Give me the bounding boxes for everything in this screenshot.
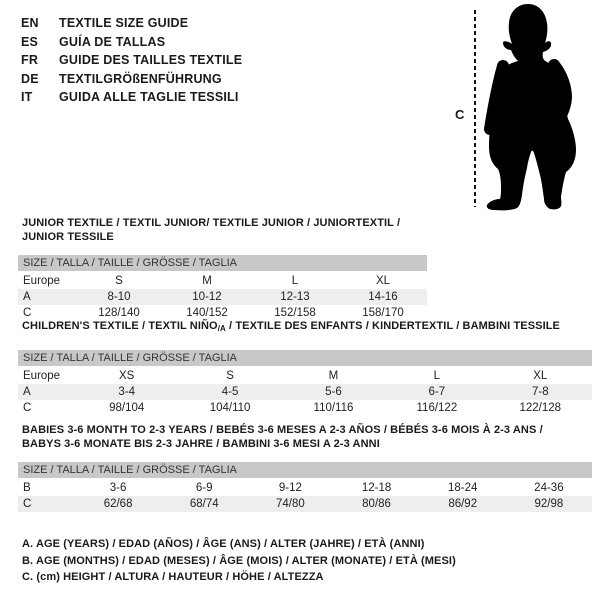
table-row xyxy=(18,368,592,384)
language-row-de xyxy=(21,70,242,89)
value-cell: M xyxy=(328,370,339,382)
value-cell: 98/104 xyxy=(109,402,145,414)
value-cell: 104/110 xyxy=(209,402,251,414)
children-size-table xyxy=(18,368,592,416)
row-label-cell: Europe xyxy=(23,370,61,382)
language-title: TEXTILE SIZE GUIDE xyxy=(59,16,189,30)
language-title: GUIDE DES TAILLES TEXTILE xyxy=(59,53,243,67)
value-cell: 12-13 xyxy=(280,291,310,303)
value-cell: XS xyxy=(119,370,135,382)
table-row xyxy=(18,496,592,512)
value-cell: 10-12 xyxy=(192,291,222,303)
value-cell: M xyxy=(202,275,212,287)
height-dashed-line xyxy=(474,10,476,207)
section-children-textile xyxy=(18,319,592,416)
value-cell: 6-9 xyxy=(195,482,213,494)
value-cell: 5-6 xyxy=(325,386,342,398)
footnotes xyxy=(22,536,456,586)
value-cell: 6-7 xyxy=(428,386,446,398)
value-cell: XL xyxy=(375,275,391,287)
table-row xyxy=(18,289,427,305)
value-cell: 110/116 xyxy=(313,402,354,414)
height-c-label: C xyxy=(455,107,465,122)
value-cell: 74/80 xyxy=(276,498,305,510)
section-title xyxy=(22,319,592,336)
language-row-es xyxy=(21,33,242,52)
babies-size-table xyxy=(18,480,592,512)
junior-size-table xyxy=(18,273,427,321)
value-cell: S xyxy=(115,275,123,287)
value-cell: 68/74 xyxy=(189,498,219,510)
value-cell: S xyxy=(226,370,234,382)
title-text: CHILDREN'S TEXTILE / TEXTIL NIÑO xyxy=(22,320,218,332)
title-line-1: BABIES 3-6 MONTH TO 2-3 YEARS / BEBÉS 3-6 MESES A 2-3 AÑOS / BÉBÉS 3-6 MOIS À 2-3 ANS / xyxy=(22,424,543,436)
language-row-fr xyxy=(21,51,242,70)
value-cell: 140/152 xyxy=(186,307,228,319)
language-title: GUIDA ALLE TAGLIE TESSILI xyxy=(59,90,239,104)
value-cell: L xyxy=(433,370,441,382)
value-cell: L xyxy=(291,275,299,287)
language-row-it xyxy=(21,88,242,107)
row-label-cell: B xyxy=(23,482,31,494)
value-cell: 116/122 xyxy=(416,402,458,414)
row-label-cell: A xyxy=(23,386,31,398)
value-cell: 8-10 xyxy=(107,291,131,303)
row-label-cell: C xyxy=(23,307,32,319)
value-cell: 3-6 xyxy=(109,482,127,494)
value-cell: 92/98 xyxy=(534,498,564,510)
value-cell: XL xyxy=(533,370,548,382)
section-title: JUNIOR TEXTILE / TEXTIL JUNIOR/ TEXTILE JUNIOR / JUNIORTEXTIL / JUNIOR TESSILE xyxy=(22,217,401,243)
language-title: TEXTILGRÖßENFÜHRUNG xyxy=(59,71,222,86)
value-cell: 9-12 xyxy=(278,482,302,494)
row-label-cell: A xyxy=(23,291,31,303)
title-line-2: BABYS 3-6 MONATE BIS 2-3 JAHRE / BAMBINI 3-6 MESI A 2-3 ANNI xyxy=(22,438,380,450)
value-cell: 86/92 xyxy=(448,498,478,510)
language-row-en xyxy=(21,14,242,33)
value-cell: 3-4 xyxy=(118,386,135,398)
value-cell: 7-8 xyxy=(531,386,549,398)
value-cell: 62/68 xyxy=(103,498,133,510)
language-code: IT xyxy=(21,90,33,104)
language-code: DE xyxy=(21,71,39,86)
row-label-cell: C xyxy=(23,498,32,510)
value-cell: 18-24 xyxy=(447,482,478,494)
title-text: / TEXTILE DES ENFANTS / KINDERTEXTIL / BAMBINI TESSILE xyxy=(225,320,560,332)
table-row xyxy=(18,400,592,416)
value-cell: 12-18 xyxy=(361,482,392,494)
section-junior-textile xyxy=(18,216,427,321)
language-code: ES xyxy=(21,34,39,49)
size-header-band: SIZE / TALLA / TAILLE / GRÖSSE / TAGLIA xyxy=(18,255,427,271)
value-cell: 122/128 xyxy=(519,402,562,414)
row-label-cell: Europe xyxy=(23,275,61,287)
footnote-b: B. AGE (MONTHS) / EDAD (MESES) / ÂGE (MOIS) / ALTER (MONATE) / ETÀ (MESI) xyxy=(22,554,456,567)
language-list xyxy=(21,14,242,107)
section-title xyxy=(22,423,592,451)
table-row xyxy=(18,384,592,400)
language-code: EN xyxy=(21,16,39,30)
language-title: GUÍA DE TALLAS xyxy=(59,34,166,49)
table-row xyxy=(18,273,427,289)
value-cell: 24-36 xyxy=(534,482,564,494)
value-cell: 128/140 xyxy=(98,307,140,319)
value-cell: 14-16 xyxy=(368,291,398,303)
value-cell: 80/86 xyxy=(362,498,391,510)
language-code: FR xyxy=(21,53,39,67)
table-row xyxy=(18,480,592,496)
value-cell: 152/158 xyxy=(274,307,316,319)
title-subscript: /A xyxy=(217,324,226,333)
value-cell: 158/170 xyxy=(362,307,404,319)
row-label-cell: C xyxy=(23,402,32,414)
footnote-c: C. (cm) HEIGHT / ALTURA / HAUTEUR / HÖHE / ALTEZZA xyxy=(22,571,324,583)
size-header-band: SIZE / TALLA / TAILLE / GRÖSSE / TAGLIA xyxy=(18,462,592,478)
value-cell: 4-5 xyxy=(221,386,239,398)
section-babies-textile xyxy=(18,423,592,512)
toddler-silhouette-icon xyxy=(482,2,582,214)
footnote-a: A. AGE (YEARS) / EDAD (AÑOS) / ÂGE (ANS) / ALTER (JAHRE) / ETÀ (ANNI) xyxy=(22,538,425,550)
size-header-band: SIZE / TALLA / TAILLE / GRÖSSE / TAGLIA xyxy=(18,350,592,366)
